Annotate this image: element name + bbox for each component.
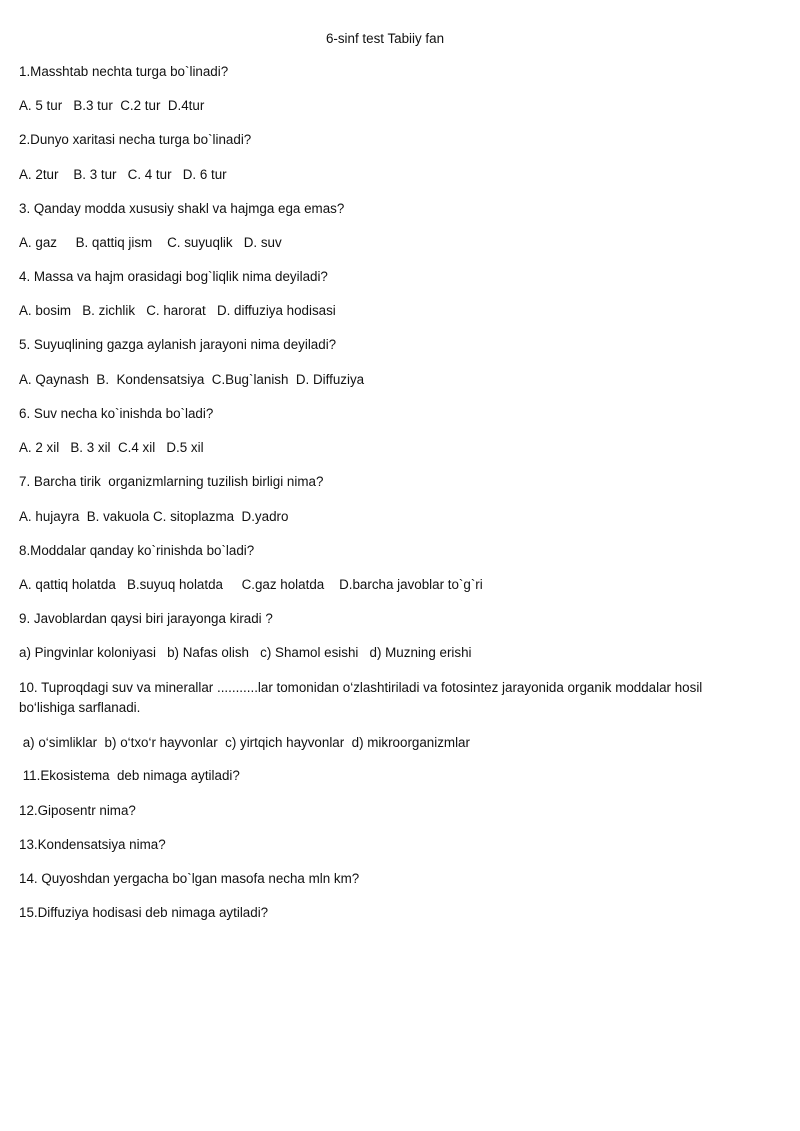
question-10: 10. Tuproqdagi suv va minerallar ...........lar tomonidan o‘zlashtiriladi va fotosintez jarayonida organik moddalar hosil bo‘lishiga sarflanadi. xyxy=(19,680,703,715)
question-13: 13.Kondensatsiya nima? xyxy=(19,837,166,852)
question-8: 8.Moddalar qanday ko`rinishda bo`ladi? xyxy=(19,543,255,558)
answers-7: A. hujayra B. vakuola C. sitoplazma D.yadro xyxy=(19,509,289,524)
answers-6: A. 2 xil B. 3 xil C.4 xil D.5 xil xyxy=(19,440,204,455)
question-3: 3. Qanday modda xususiy shakl va hajmga ega emas? xyxy=(19,201,345,216)
answers-2: A. 2tur B. 3 tur C. 4 tur D. 6 tur xyxy=(19,167,227,182)
answers-4: A. bosim B. zichlik C. harorat D. diffuziya hodisasi xyxy=(19,303,336,318)
question-7: 7. Barcha tirik organizmlarning tuzilish birligi nima? xyxy=(19,474,324,489)
answers-1: A. 5 tur B.3 tur C.2 tur D.4tur xyxy=(19,98,205,113)
question-6: 6. Suv necha ko`inishda bo`ladi? xyxy=(19,406,214,421)
answers-8: A. qattiq holatda B.suyuq holatda C.gaz holatda D.barcha javoblar to`g`ri xyxy=(19,577,483,592)
question-11: 11.Ekosistema deb nimaga aytiladi? xyxy=(19,768,240,783)
question-14: 14. Quyoshdan yergacha bo`lgan masofa necha mln km? xyxy=(19,871,360,886)
question-15: 15.Diffuziya hodisasi deb nimaga aytiladi? xyxy=(19,905,269,920)
answers-10: a) o‘simliklar b) o‘txo‘r hayvonlar c) yirtqich hayvonlar d) mikroorganizmlar xyxy=(19,735,470,750)
question-2: 2.Dunyo xaritasi necha turga bo`linadi? xyxy=(19,132,252,147)
question-4: 4. Massa va hajm orasidagi bog`liqlik nima deyiladi? xyxy=(19,269,328,284)
question-9: 9. Javoblardan qaysi biri jarayonga kiradi ? xyxy=(19,611,273,626)
answers-9: a) Pingvinlar koloniyasi b) Nafas olish c) Shamol esishi d) Muzning erishi xyxy=(19,645,472,660)
question-1: 1.Masshtab nechta turga bo`linadi? xyxy=(19,64,229,79)
answers-3: A. gaz B. qattiq jism C. suyuqlik D. suv xyxy=(19,235,282,250)
question-5: 5. Suyuqlining gazga aylanish jarayoni nima deyiladi? xyxy=(19,337,337,352)
question-12: 12.Giposentr nima? xyxy=(19,803,136,818)
document-title: 6-sinf test Tabiiy fan xyxy=(325,31,445,46)
answers-5: A. Qaynash B. Kondensatsiya C.Bug`lanish D. Diffuziya xyxy=(19,372,365,387)
